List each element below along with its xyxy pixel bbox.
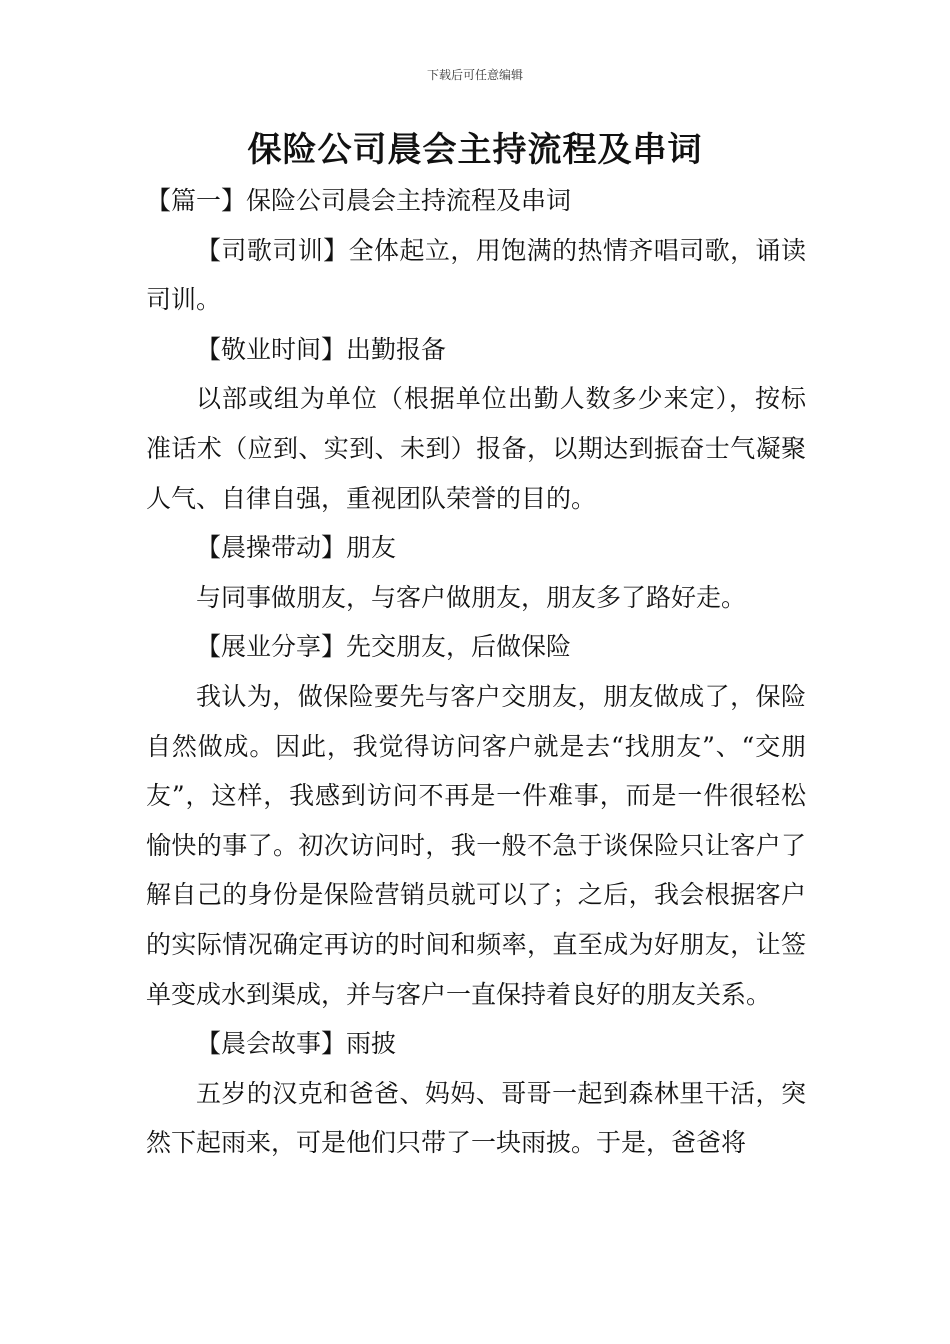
paragraph: 【敬业时间】出勤报备	[196, 334, 447, 364]
paragraph: 【晨会故事】雨披	[196, 1029, 397, 1059]
document-body	[146, 176, 806, 1168]
page-header-note: 下载后可任意编辑	[426, 68, 523, 82]
section-heading: 【篇一】保险公司晨会主持流程及串词	[146, 186, 572, 215]
paragraph: 与同事做朋友，与客户做朋友，朋友多了路好走。	[196, 582, 747, 612]
paragraph: 五岁的汉克和爸爸、妈妈、哥哥一起到森林里干活，突然下起雨来，可是他们只带了一块雨披。于是，爸爸将	[146, 1078, 806, 1158]
paragraph: 我认为，做保险要先与客户交朋友，朋友做成了，保险自然做成。因此，我觉得访问客户就是去“找朋友”、“交朋友”，这样，我感到访问不再是一件难事，而是一件很轻松愉快的事了。初次访问时，我一般不急于谈保险只让客户了解自己的身份是保险营销员就可以了；之后，我会根据客户的实际情况确定再访的时间和频率，直至成为好朋友，让签单变成水到渠成，并与客户一直保持着良好的朋友关系。	[146, 681, 806, 1009]
paragraph: 以部或组为单位（根据单位出勤人数多少来定），按标准话术（应到、实到、未到）报备，以期达到振奋士气凝聚人气、自律自强，重视团队荣誉的目的。	[146, 384, 806, 513]
paragraph: 【晨操带动】朋友	[196, 533, 397, 563]
paragraph: 【展业分享】先交朋友，后做保险	[196, 632, 572, 662]
paragraph: 【司歌司训】全体起立，用饱满的热情齐唱司歌，诵读司训。	[146, 235, 806, 315]
document-title: 保险公司晨会主持流程及串词	[247, 130, 703, 170]
